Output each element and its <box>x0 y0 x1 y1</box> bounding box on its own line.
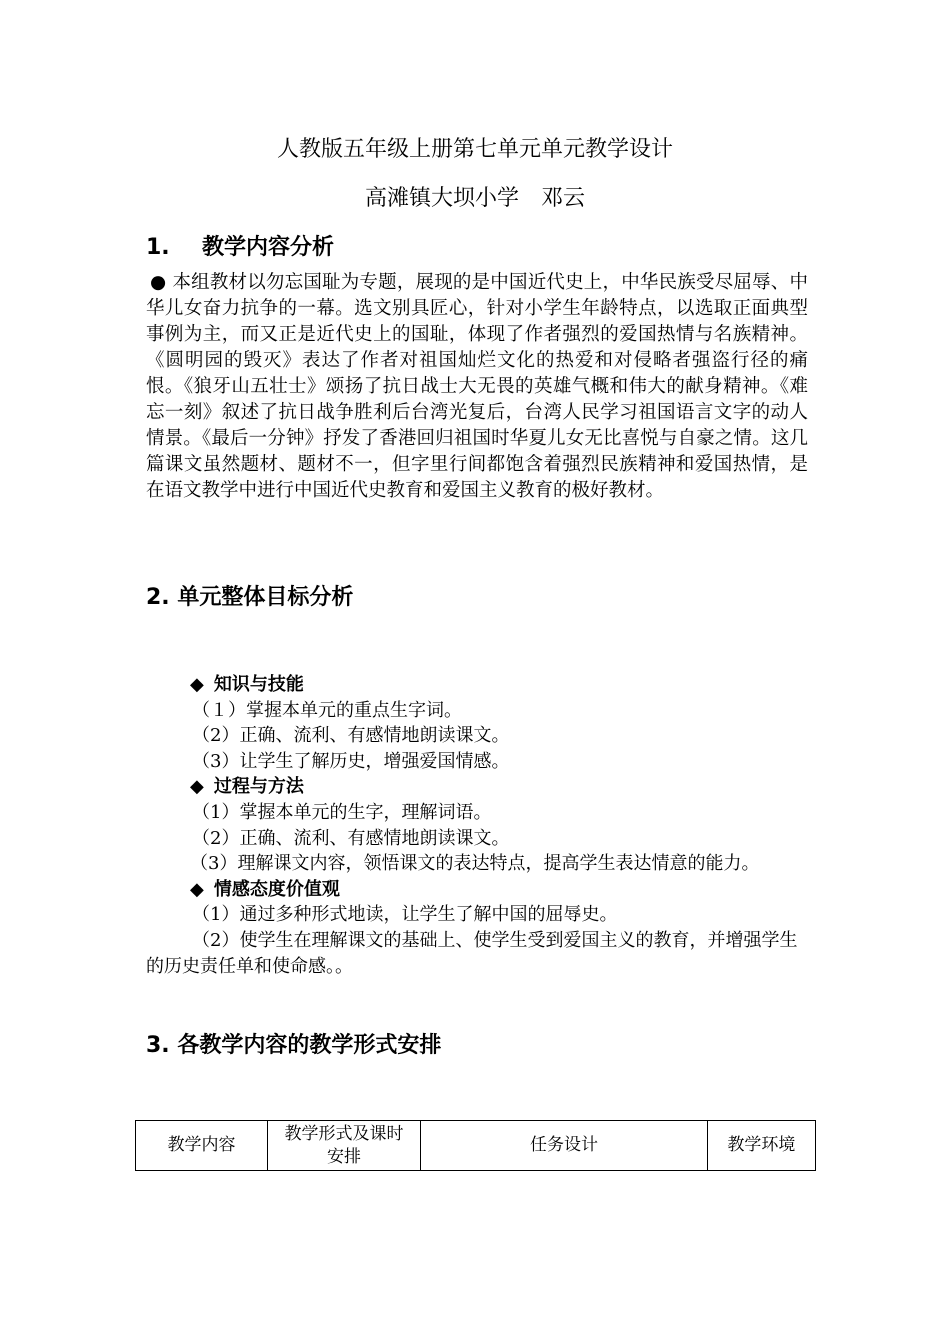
teaching-plan-table <box>135 1120 816 1171</box>
goal-group-label: ◆ 过程与方法 <box>190 776 304 798</box>
section-title: 单元整体目标分析 <box>177 585 354 610</box>
document-title: 人教版五年级上册第七单元单元教学设计 <box>276 137 673 162</box>
goal-group-label: ◆ 情感态度价值观 <box>190 878 340 900</box>
paragraph-text: 本组教材以勿忘国耻为专题，展现的是中国近代史上，中华民族受尽屈辱、中华儿女奋力抗争的一幕。选文别具匠心，针对小学生年龄特点，以选取正面典型事例为主，而又正是近代史上的国耻，体现了作者强烈的爱国热情与名族精神。《圆明园的毁灭》表达了作者对祖国灿烂文化的热爱和对侵略者强盗行径的痛恨。《狼牙山五壮士》颂扬了抗日战士大无畏的英雄气概和伟大的献身精神。《难忘一刻》叙述了抗日战争胜利后台湾光复后，台湾人民学习祖国语言文字的动人情景。《最后一分钟》抒发了香港回归祖国时华夏儿女无比喜悦与自豪之情。这几篇课文虽然题材、题材不一，但字里行间都饱含着强烈民族精神和爱国热情，是在语文教学中进行中国近代史教育和爱国主义教育的极好教材。 <box>146 272 808 501</box>
author-line: 高滩镇大坝小学 邓云 <box>364 186 585 211</box>
bullet-icon: ● <box>150 272 167 293</box>
section-heading-3 <box>146 1032 441 1060</box>
table-header-cell: 教学内容 <box>136 1121 268 1171</box>
goal-item: （2）正确、流利、有感情地朗读课文。 <box>192 827 510 849</box>
content-analysis-paragraph <box>146 270 808 504</box>
diamond-icon: ◆ <box>190 674 204 695</box>
section-number: 3. <box>146 1033 170 1058</box>
goal-item: （3）让学生了解历史，增强爱国情感。 <box>192 750 510 772</box>
table-header-row <box>136 1121 816 1171</box>
goal-item: （3）理解课文内容，领悟课文的表达特点，提高学生表达情意的能力。 <box>190 853 760 875</box>
section-number: 2. <box>146 585 170 610</box>
goal-item: （2）正确、流利、有感情地朗读课文。 <box>192 725 510 747</box>
goals-list <box>146 672 808 979</box>
diamond-icon: ◆ <box>190 776 204 798</box>
section-heading-2 <box>146 584 353 612</box>
diamond-icon: ◆ <box>190 878 204 900</box>
goal-item: （2）使学生在理解课文的基础上、使学生受到爱国主义的教育，并增强学生的历史责任单和使命感。。 <box>146 929 798 977</box>
table-header-cell: 教学形式及课时安排 <box>267 1121 420 1171</box>
goal-group-label: ◆ 知识与技能 <box>190 674 304 695</box>
table-header-cell: 任务设计 <box>421 1121 708 1171</box>
section-number: 1. <box>146 235 170 260</box>
section-title: 教学内容分析 <box>202 235 335 260</box>
goal-item: （1）通过多种形式地读，让学生了解中国的屈辱史。 <box>192 904 618 926</box>
goal-item: （1）掌握本单元的生字，理解词语。 <box>192 801 492 823</box>
section-title: 各教学内容的教学形式安排 <box>177 1033 442 1058</box>
table-header-cell: 教学环境 <box>707 1121 815 1171</box>
section-heading-1 <box>146 234 334 262</box>
goal-item: （１）掌握本单元的重点生字词。 <box>192 699 462 721</box>
